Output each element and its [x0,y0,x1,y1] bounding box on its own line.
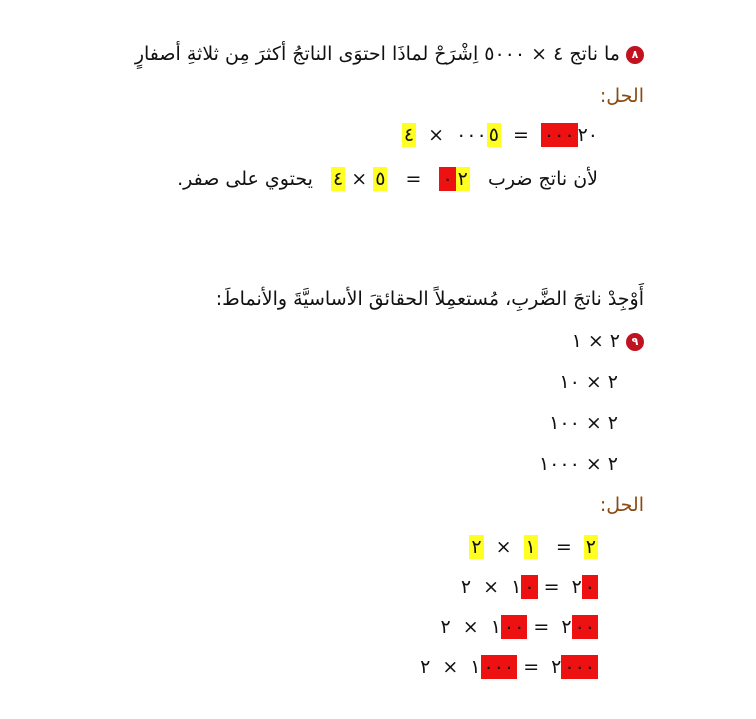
equals-sign: = [512,124,529,146]
problem-expression: ٢ × ١٠ [559,371,618,393]
reason-prefix: لأن ناتج ضرب [487,168,598,190]
q9-problem-3 [20,409,618,437]
result-digit: ٢ [571,576,582,598]
result-zeros: ٠٠ [572,615,598,639]
equals-sign: = [543,576,560,598]
question-8 [20,40,644,68]
answer-equation [440,613,598,641]
reason-suffix: يحتوي على صفر. [177,168,313,190]
q9-answer-1 [20,533,598,561]
factor-zeros: ٠٠٠ [481,655,518,679]
problem-expression: ٢ × ١٠٠ [549,412,618,434]
question-number-badge: ٨ [626,46,644,64]
result-digit: ٢ [561,616,572,638]
times-sign: × [442,656,459,678]
factor-zeros: ٠٠ [501,615,527,639]
reason-times: × [351,168,368,190]
result-digit: ٢ [551,656,562,678]
solution-label: الحل: [599,494,644,516]
problem-expression: ٢ × ١٠٠٠ [538,453,618,475]
q9-instruction: أَوْجِدْ ناتجَ الضَّربِ، مُستعمِلاً الحقائقَ الأساسيَّةَ والأنماطَ: [215,288,644,310]
equals-sign: = [555,536,572,558]
result-zeros: ٠٠٠ [541,123,578,147]
factor-digit: ٥ [488,124,499,146]
answer-equation [461,573,598,601]
result-zeros: ٠٠٠ [561,655,598,679]
q9-answer-3 [20,613,598,641]
result-digit: ٢ [585,536,596,558]
question-number-badge: ٩ [626,333,644,351]
solution-label: الحل: [599,85,644,107]
reason-factor-b: ٥ [375,168,386,190]
q9-answer-2 [20,573,598,601]
times-sign: × [483,576,500,598]
q9-problem-4 [20,450,618,478]
reason-factor-a: ٤ [332,168,344,190]
result-zeros: ٠ [582,575,598,599]
factor-digit: ١ [525,536,536,558]
q8-reason [20,165,598,193]
times-sign: × [462,616,479,638]
q8-equation [20,121,598,149]
factor-digit: ١ [470,656,481,678]
factor-a: ٢ [471,536,482,558]
answer-equation [469,533,598,561]
equals-sign: = [533,616,550,638]
q9-problem-1 [20,327,644,355]
answer-equation [420,653,598,681]
equals-sign: = [523,656,540,678]
factor-digit: ١ [490,616,501,638]
reason-equals: = [405,168,422,190]
problem-expression: ٢ × ١ [571,330,620,352]
question-text: ما ناتج ٤ × ٥٠٠٠ اِشْرَحْ لماذَا احتوَى الناتجُ أكثرَ مِن ثلاثةِ أصفارٍ [134,43,620,65]
reason-equation [331,165,470,193]
times-sign: × [428,124,445,146]
q9-problem-2 [20,368,618,396]
factor-a: ٤ [403,124,415,146]
reason-result-zero: ٠ [439,167,455,191]
factor-zeros: ٠ [521,575,537,599]
q9-answer-4 [20,653,598,681]
factor-digit: ١ [511,576,522,598]
equation [402,121,598,149]
result-digits: ٢٠ [577,124,598,146]
factor-a: ٢ [440,616,451,638]
factor-zeros: ٠٠٠ [456,124,487,146]
factor-a: ٢ [460,576,472,598]
factor-a: ٢ [420,656,431,678]
times-sign: × [495,536,512,558]
reason-result-digit: ٢ [457,168,468,190]
